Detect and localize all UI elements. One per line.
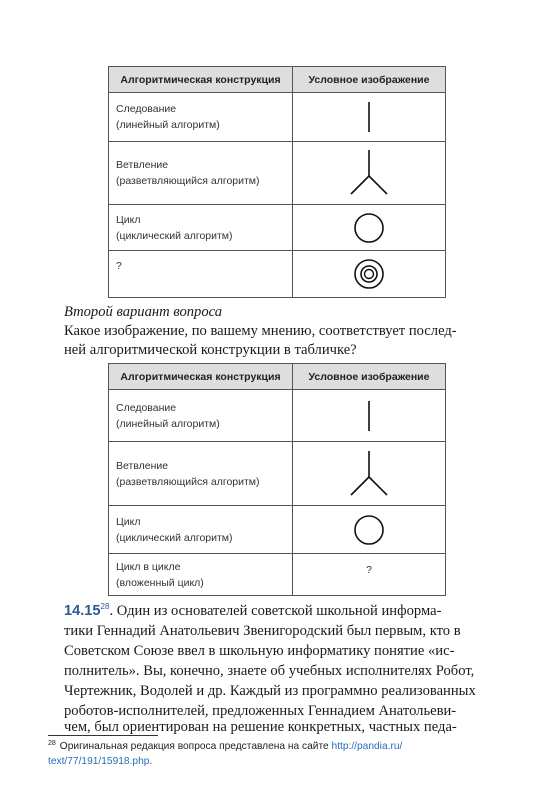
section-line: Чертежник, Водолей и др. Каждый из программно реализованных <box>64 683 476 699</box>
table-row: Ветвление (разветвляющийся алгоритм) <box>109 142 446 205</box>
branch-icon <box>347 148 391 198</box>
table-row: Следование (линейный алгоритм) <box>109 390 446 442</box>
footnote-number: 28 <box>48 739 56 747</box>
line-icon <box>359 399 379 433</box>
variant-heading: Второй вариант вопроса <box>64 304 223 320</box>
algorithm-table-1 <box>108 66 446 298</box>
table-header: Условное изображение <box>293 67 446 93</box>
table-row: Цикл в цикле (вложенный цикл) ? <box>109 554 446 596</box>
table-row: Цикл (циклический алгоритм) <box>109 506 446 554</box>
algorithm-table-2 <box>108 363 446 596</box>
question-line: Какое изображение, по вашему мнению, соответствует послед- <box>64 323 457 339</box>
section-line: чем, был ориентирован на решение конкретных, частных педа- <box>64 719 457 735</box>
table-header: Алгоритмическая конструкция <box>109 364 293 390</box>
footnote-ref: 28 <box>100 602 110 612</box>
section-line: полнитель». Вы, конечно, знаете об учебных исполнителях Робот, <box>64 663 475 679</box>
table-header: Алгоритмическая конструкция <box>109 67 293 93</box>
double-circle-icon <box>352 257 386 291</box>
table-row: Следование (линейный алгоритм) <box>109 93 446 142</box>
footnote-divider <box>48 735 158 736</box>
table-row: ? <box>109 251 446 298</box>
table-row: Ветвление (разветвляющийся алгоритм) <box>109 442 446 506</box>
section-line: тики Геннадий Анатольевич Звенигородский был первым, кто в <box>64 623 461 639</box>
question-mark: ? <box>366 564 372 576</box>
line-icon <box>359 100 379 134</box>
section-number: 14.15 <box>64 603 101 619</box>
footnote-text: Оригинальная редакция вопроса представлена на сайте <box>59 741 332 752</box>
section-line: Советском Союзе ввел в школьную информатику понятие «ис- <box>64 643 455 659</box>
circle-icon <box>352 211 386 245</box>
footnote-link[interactable]: http://pandia.ru/ text/77/191/15918.php <box>48 741 403 767</box>
section-line: роботов-исполнителей, предложенных Геннадием Анатольеви- <box>64 703 457 719</box>
section-line: 14.15$^{28}$. Один из основателей советской школьной информа- <box>64 602 442 619</box>
table-header: Условное изображение <box>293 364 446 390</box>
branch-icon <box>347 449 391 499</box>
table-row: Цикл (циклический алгоритм) <box>109 205 446 251</box>
circle-icon <box>352 513 386 547</box>
footnote: $^{28}$ Оригинальная редакция вопроса представлена на сайте http://pandia.ru/ text/77/191/15918.php. <box>48 739 403 767</box>
question-line: ней алгоритмической конструкции в табличке? <box>64 342 357 358</box>
